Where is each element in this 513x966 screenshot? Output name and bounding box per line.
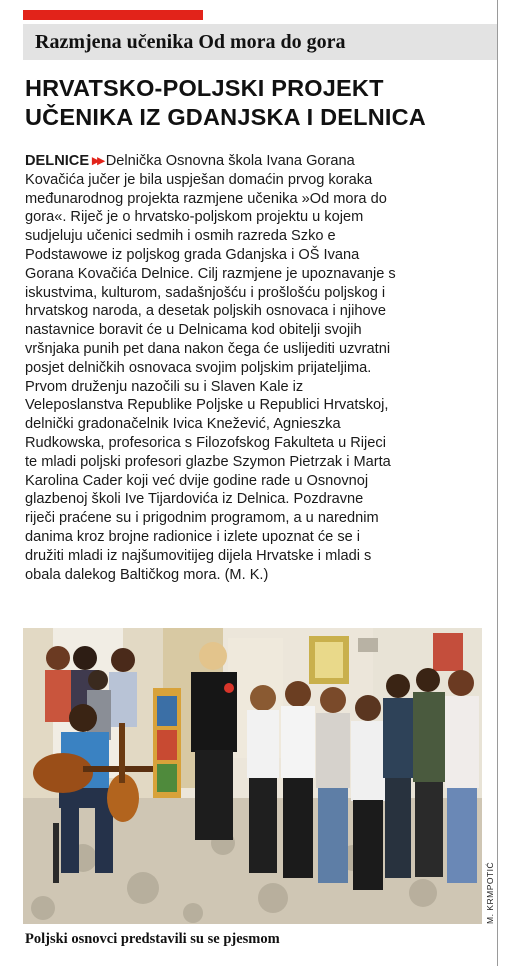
section-accent-bar bbox=[23, 10, 203, 20]
article-first-line bbox=[25, 152, 495, 171]
photo-credit-text: M. KRMPOTIĆ bbox=[485, 861, 495, 924]
article-line: te mladi poljski profesori glazbe Szymon Pietrzak i Marta bbox=[25, 453, 391, 470]
article-line: Rudkowska, profesorica s Filozofskog Fakulteta u Rijeci bbox=[25, 434, 386, 451]
double-arrow-icon: ▸▸ bbox=[92, 153, 103, 169]
article-line: vršnjaka punih pet dana nakon čega će uslijediti uzvratni bbox=[25, 340, 391, 357]
article-line: gora«. Riječ je o hrvatsko-poljskom projektu u kojem bbox=[25, 209, 364, 226]
article-line: obala dalekog Baltičkog mora. (M. K.) bbox=[25, 566, 269, 583]
article-line: Prvom druženju nazočili su i Slaven Kale iz bbox=[25, 378, 304, 395]
article-line: družiti mladi iz najšumovitijeg dijela Hrvatske i mladi s bbox=[25, 547, 372, 564]
article-line: danima kroz brojne radionice i izlete upoznat će se i bbox=[25, 528, 361, 545]
headline bbox=[25, 74, 493, 132]
section-label: Razmjena učenika Od mora do gora bbox=[35, 31, 346, 53]
article-line: Podstawowe iz poljskog grada Gdanjska i OŠ Ivana bbox=[25, 246, 360, 263]
photo-illustration bbox=[23, 628, 482, 924]
article-line: glazbenoj školi Ive Tijardovića iz Delnica. Pozdravne bbox=[25, 491, 364, 508]
article-line: Karolina Cader koji već dvije godine rade u Osnovnoj bbox=[25, 472, 369, 489]
article-line: Kovačića jučer je bila uspješan domaćin prvog koraka bbox=[25, 171, 373, 188]
article-body bbox=[25, 152, 495, 584]
article-line: iskustvima, kulturom, sadašnjošću i prošlošću poljskog i bbox=[25, 284, 386, 301]
article-line: međunarodnog projekta razmjene učenika »Od mora do bbox=[25, 190, 387, 207]
article-line: Delnička Osnovna škola Ivana Gorana bbox=[105, 153, 355, 169]
article-line: hrvatskog naroda, a desetak poljskih osnovaca i njihove bbox=[25, 303, 387, 320]
news-photo bbox=[23, 628, 482, 924]
article-line: Veleposlanstva Republike Poljske u Republici Hrvatskoj, bbox=[25, 397, 389, 414]
article-line: posjet delničkih osnovaca svojim poljskim prijateljima. bbox=[25, 359, 372, 376]
article-line: riječi praćene su i prigodnim programom, a u narednim bbox=[25, 510, 379, 527]
photo-caption: Poljski osnovci predstavili su se pjesmom bbox=[25, 931, 280, 947]
photo-credit bbox=[482, 630, 496, 924]
article-line: Gorana Kovačića Delnice. Cilj razmjene je upoznavanje s bbox=[25, 265, 396, 282]
article-line: delnički gradonačelnik Ivica Knežević, Agnieszka bbox=[25, 416, 341, 433]
dateline: DELNICE bbox=[25, 153, 90, 169]
headline-line: UČENIKA IZ GDANJSKA I DELNICA bbox=[25, 104, 426, 130]
article-line: sudjeluju učenici sedmih i osmih razreda Szko e bbox=[25, 228, 336, 245]
headline-line: HRVATSKO-POLJSKI PROJEKT bbox=[25, 75, 384, 101]
article-line: nastavnice boravit će u Delnicama kod obitelji svojih bbox=[25, 322, 362, 339]
